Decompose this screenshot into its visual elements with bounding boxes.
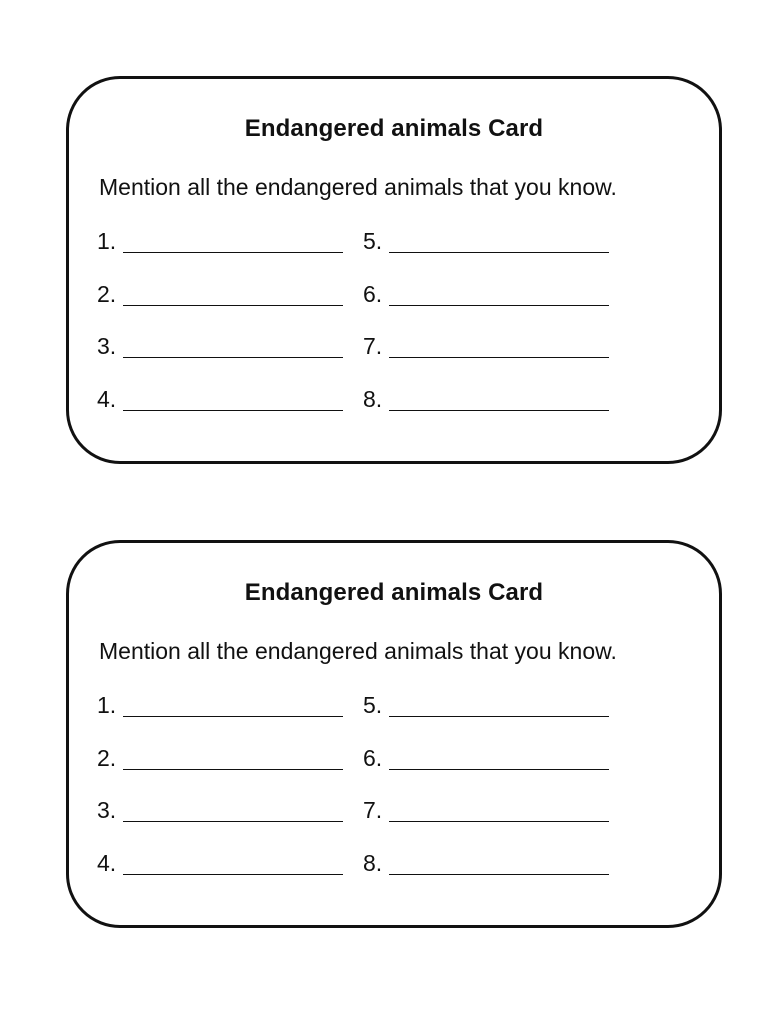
card-instruction: Mention all the endangered animals that you know. — [99, 638, 617, 664]
answer-list — [97, 226, 657, 446]
answer-blank-line[interactable] — [123, 252, 343, 253]
answer-list — [97, 690, 657, 910]
answer-entry-1[interactable] — [97, 690, 347, 720]
answer-entry-7[interactable] — [363, 795, 613, 825]
answer-blank-line[interactable] — [123, 357, 343, 358]
entry-number: 2. — [97, 745, 117, 771]
entry-number: 3. — [97, 333, 117, 359]
answer-blank-line[interactable] — [389, 410, 609, 411]
answer-blank-line[interactable] — [389, 769, 609, 770]
answer-blank-line[interactable] — [123, 410, 343, 411]
answer-entry-8[interactable] — [363, 848, 613, 878]
answer-blank-line[interactable] — [389, 305, 609, 306]
endangered-animals-card — [66, 76, 722, 464]
answer-entry-8[interactable] — [363, 384, 613, 414]
answer-blank-line[interactable] — [389, 821, 609, 822]
answer-blank-line[interactable] — [389, 874, 609, 875]
entry-number: 5. — [363, 692, 383, 718]
entry-number: 6. — [363, 745, 383, 771]
answer-blank-line[interactable] — [123, 716, 343, 717]
entry-number: 4. — [97, 386, 117, 412]
answer-entry-4[interactable] — [97, 384, 347, 414]
answer-blank-line[interactable] — [123, 874, 343, 875]
answer-blank-line[interactable] — [123, 821, 343, 822]
answer-entry-5[interactable] — [363, 690, 613, 720]
answer-blank-line[interactable] — [389, 252, 609, 253]
answer-blank-line[interactable] — [123, 305, 343, 306]
entry-number: 8. — [363, 850, 383, 876]
answer-entry-6[interactable] — [363, 279, 613, 309]
card-title: Endangered animals Card — [244, 115, 544, 142]
answer-entry-7[interactable] — [363, 331, 613, 361]
entry-number: 1. — [97, 692, 117, 718]
answer-blank-line[interactable] — [123, 769, 343, 770]
answer-entry-1[interactable] — [97, 226, 347, 256]
answer-entry-4[interactable] — [97, 848, 347, 878]
card-title: Endangered animals Card — [244, 579, 544, 606]
answer-entry-2[interactable] — [97, 743, 347, 773]
entry-number: 2. — [97, 281, 117, 307]
answer-entry-5[interactable] — [363, 226, 613, 256]
entry-number: 7. — [363, 333, 383, 359]
entry-number: 8. — [363, 386, 383, 412]
answer-blank-line[interactable] — [389, 357, 609, 358]
entry-number: 4. — [97, 850, 117, 876]
entry-number: 5. — [363, 228, 383, 254]
answer-entry-2[interactable] — [97, 279, 347, 309]
entry-number: 3. — [97, 797, 117, 823]
entry-number: 7. — [363, 797, 383, 823]
answer-entry-3[interactable] — [97, 331, 347, 361]
answer-entry-3[interactable] — [97, 795, 347, 825]
entry-number: 6. — [363, 281, 383, 307]
endangered-animals-card — [66, 540, 722, 928]
card-instruction: Mention all the endangered animals that you know. — [99, 174, 617, 200]
entry-number: 1. — [97, 228, 117, 254]
answer-blank-line[interactable] — [389, 716, 609, 717]
answer-entry-6[interactable] — [363, 743, 613, 773]
